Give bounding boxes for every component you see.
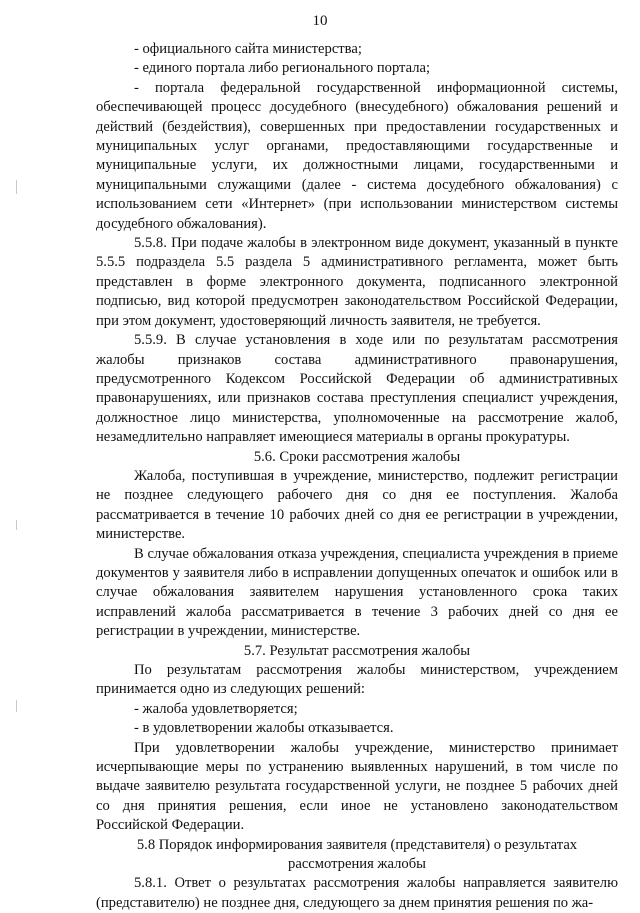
scan-mark xyxy=(16,700,17,712)
paragraph: 5.5.9. В случае установления в ходе или по результатам рассмотрения жалобы признаков состава административного правонарушения, предусмотренного Кодексом Российской Федерации об административных правонарушениях, или признаков состава преступления специалист учреждения, должностное лицо министерства, уполномоченные на рассмотрение жалоб, незамедлительно направляет имеющиеся материалы в органы прокуратуры. xyxy=(96,332,618,446)
paragraph: Жалоба, поступившая в учреждение, министерство, подлежит регистрации не позднее следующего рабочего дня со дня ее поступления. Жалоба рассматривается в течение 10 рабочих дней со дня ее регистрации в учреждении, министерстве. xyxy=(96,467,618,543)
paragraph: По результатам рассмотрения жалобы министерством, учреждением принимается одно из следующих решений: xyxy=(96,662,618,698)
scan-mark xyxy=(16,180,17,194)
paragraph: 5.8.1. Ответ о результатах рассмотрения жалобы направляется заявителю (представителю) не позднее дня, следующего за днем принятия решения по жа- xyxy=(96,875,618,911)
section-heading: 5.6. Сроки рассмотрения жалобы xyxy=(253,448,461,465)
list-item: - официального сайта министерства; xyxy=(134,41,362,57)
paragraph: В случае обжалования отказа учреждения, специалиста учреждения в приеме документов у заявителя либо в исправлении допущенных опечаток и ошибок или в случае обжалования заявителем нарушения установленного срока таких исправлений жалоба рассматривается в течение 3 рабочих дней со дня ее регистрации в учреждении, министерстве. xyxy=(96,545,618,640)
scan-mark xyxy=(16,520,17,530)
section-heading: 5.8 Порядок информирования заявителя (представителя) о результатах рассмотрения жалобы xyxy=(136,836,578,873)
list-item: - единого портала либо регионального портала; xyxy=(134,60,431,77)
list-item: - в удовлетворении жалобы отказывается. xyxy=(134,720,394,737)
document-body xyxy=(96,40,618,913)
paragraph: - портала федеральной государственной информационной системы, обеспечивающей процесс досудебного (внесудебного) обжалования решений и действий (бездействия), совершенных при предоставлении государственных и муниципальных услуг органами, предоставляющими государственные и муниципальные услуги, их должностными лицами, государственными и муниципальными служащими (далее - система досудебного обжалования) с использованием сети «Интернет» (при использовании министерством системы досудебного обжалования). xyxy=(96,79,618,232)
list-item: - жалоба удовлетворяется; xyxy=(134,700,298,717)
page-number: 10 xyxy=(312,13,328,29)
paragraph: 5.5.8. При подаче жалобы в электронном виде документ, указанный в пункте 5.5.5 подраздела 5.5 раздела 5 административного регламента, может быть представлен в форме электронного документа, подписанного электронной подписью, вид которой предусмотрен законодательством Российской Федерации, при этом документ, удостоверяющий личность заявителя, не требуется. xyxy=(96,235,618,329)
paragraph: При удовлетворении жалобы учреждение, министерство принимает исчерпывающие меры по устранению выявленных нарушений, в том числе по выдаче заявителю результата государственной услуги, не позднее 5 рабочих дней со дня принятия решения, если иное не установлено законодательством Российской Федерации. xyxy=(96,739,618,834)
section-heading: 5.7. Результат рассмотрения жалобы xyxy=(243,642,471,659)
